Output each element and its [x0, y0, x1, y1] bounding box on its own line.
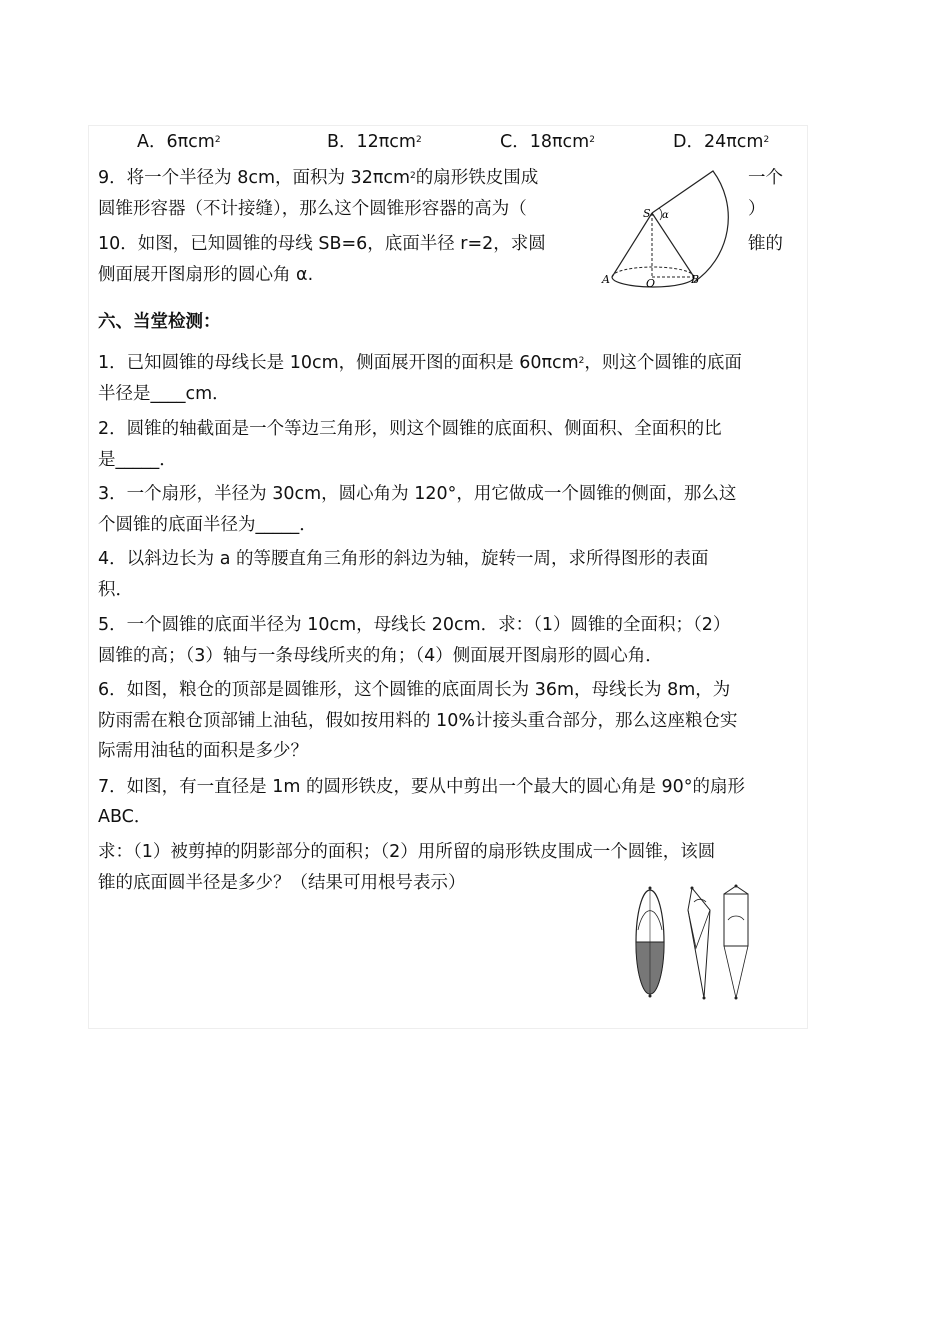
label-s: S	[643, 207, 651, 220]
q9-line1: 9．将一个半径为 8cm，面积为 32πcm$^2$的扇形铁皮围成	[98, 168, 539, 188]
option-a: A．6πcm$^2$	[137, 132, 221, 152]
q9-line2-tail: ）	[748, 199, 766, 219]
q7-line1: 7．如图，有一直径是 1m 的圆形铁皮，要从中剪出一个最大的圆心角是 90°的扇形	[98, 777, 746, 797]
q4-line1: 4．以斜边长为 a 的等腰直角三角形的斜边为轴，旋转一周，求所得图形的表面	[98, 549, 709, 569]
q1-line2: 半径是____cm．	[98, 384, 230, 404]
q10-line2: 侧面展开图扇形的圆心角 α.	[98, 265, 314, 285]
q6-line2: 防雨需在粮仓顶部铺上油毡，假如按用料的 10%计接头重合部分，那么这座粮仓实	[98, 711, 738, 731]
q3-line2: 个圆锥的底面半径为_____．	[98, 515, 317, 535]
q9-line1-tail: 一个	[748, 168, 783, 188]
sector-cutting-figure	[628, 880, 758, 1002]
cone-sector-figure	[596, 166, 736, 292]
option-c: C．18πcm$^2$	[500, 132, 595, 152]
q10-line1-tail: 锥的	[748, 234, 783, 254]
q5-line2: 圆锥的高；（3）轴与一条母线所夹的角；（4）侧面展开图扇形的圆心角．	[98, 646, 663, 666]
q4-line2: 积．	[98, 580, 133, 600]
section-heading: 六、当堂检测：	[98, 312, 221, 332]
label-a: A	[602, 273, 610, 286]
q7-line2: ABC．	[98, 807, 152, 827]
option-b: B．12πcm$^2$	[327, 132, 422, 152]
q2-line2: 是_____．	[98, 450, 177, 470]
q6-line1: 6．如图，粮仓的顶部是圆锥形，这个圆锥的底面周长为 36m，母线长为 8m，为	[98, 680, 731, 700]
q9-line2: 圆锥形容器（不计接缝），那么这个圆锥形容器的高为（	[98, 199, 527, 219]
option-d: D．24πcm$^2$	[673, 132, 770, 152]
q3-line1: 3．一个扇形，半径为 30cm，圆心角为 120°，用它做成一个圆锥的侧面，那么这	[98, 484, 737, 504]
label-o: O	[646, 277, 656, 290]
q2-line1: 2．圆锥的轴截面是一个等边三角形，则这个圆锥的底面积、侧面积、全面积的比	[98, 419, 722, 439]
q10-line1: 10．如图，已知圆锥的母线 SB=6，底面半径 r=2，求圆	[98, 234, 546, 254]
q7-line4: 锥的底面圆半径是多少？（结果可用根号表示）	[98, 873, 466, 893]
q1-line1: 1．已知圆锥的母线长是 10cm，侧面展开图的面积是 60πcm$^2$，则这个圆锥的底面	[98, 353, 742, 373]
q7-line3: 求：（1）被剪掉的阴影部分的面积；（2）用所留的扇形铁皮围成一个圆锥，该圆	[98, 842, 716, 862]
label-b: B	[691, 273, 700, 286]
q5-line1: 5．一个圆锥的底面半径为 10cm，母线长 20cm．求：（1）圆锥的全面积；（2）	[98, 615, 731, 635]
label-alpha: α	[662, 210, 669, 221]
q6-line3: 际需用油毡的面积是多少？	[98, 741, 308, 761]
